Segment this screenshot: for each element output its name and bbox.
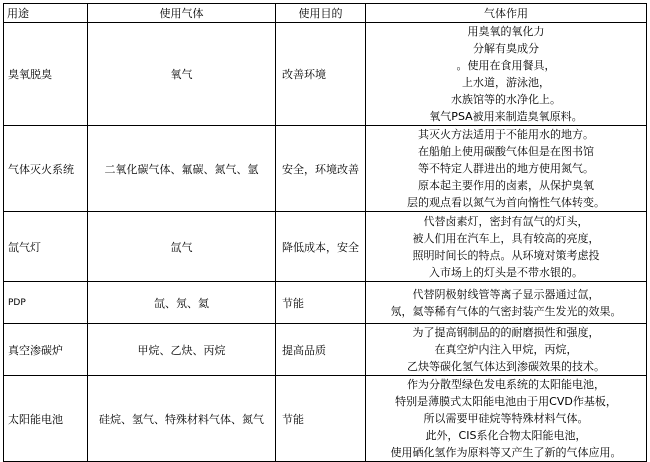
gas-usage-table (3, 3, 647, 462)
role-line: 入市场上的灯头是不带水银的。 (429, 265, 583, 279)
role-line: 原本起主要作用的卤素，从保护臭氧 (418, 179, 594, 192)
cell-gas: 二氧化碳气体、氟碳、氮气、氩 (88, 126, 276, 212)
role-line: 代替卤素灯，密封有氙气的灯头， (423, 214, 589, 228)
role-line: 被人们用在汽车上，具有较高的亮度， (412, 231, 600, 245)
role-line: 此外，CIS系化合物太阳能电池， (425, 429, 587, 442)
cell-role (366, 282, 647, 324)
header-row (4, 4, 647, 23)
header-role: 气体作用 (366, 4, 647, 23)
cell-use: 真空渗碳炉 (4, 324, 88, 376)
cell-purpose: 降低成本，安全 (276, 212, 366, 282)
gas-usage-table-container (3, 3, 647, 462)
role-line: 作为分散型绿色发电系统的太阳能电池， (407, 378, 605, 391)
cell-gas: 硅烷、氢气、特殊材料气体、氮气 (88, 376, 276, 462)
cell-role (366, 376, 647, 462)
cell-gas: 氧气 (88, 23, 276, 126)
table-row (4, 212, 647, 282)
header-use: 用途 (4, 4, 88, 23)
header-gas: 使用气体 (88, 4, 276, 23)
cell-gas: 甲烷、乙炔、丙烷 (88, 324, 276, 376)
cell-gas: 氙气 (88, 212, 276, 282)
cell-use: 氙气灯 (4, 212, 88, 282)
cell-role (366, 126, 647, 212)
cell-use: PDP (4, 282, 88, 324)
cell-role (366, 23, 647, 126)
cell-use: 太阳能电池 (4, 376, 88, 462)
role-line: 水族馆等的水净化上。 (451, 93, 561, 106)
table-row (4, 126, 647, 212)
role-line: 上水道，游泳池， (462, 76, 550, 89)
cell-purpose: 节能 (276, 282, 366, 324)
table-row (4, 23, 647, 126)
role-line: 氧气PSA被用来制造臭氧原料。 (429, 110, 583, 123)
role-line: 分解有臭成分 (473, 42, 539, 55)
role-line: 氖，氦等稀有气体的气密封装产生发光的效果。 (390, 304, 622, 318)
role-line: 照明时间长的特点。从环境对策考虑投 (412, 248, 600, 262)
role-line: 为了提高钢制品的的耐磨损性和强度， (412, 326, 600, 339)
role-line: 用臭氧的氧化力 (467, 25, 545, 38)
cell-purpose: 节能 (276, 376, 366, 462)
table-row (4, 376, 647, 462)
table-row (4, 324, 647, 376)
role-line: 所以需要甲硅烷等特殊材料气体。 (423, 412, 589, 425)
cell-use: 气体灭火系统 (4, 126, 88, 212)
role-line: 特别是薄膜式太阳能电池由于用CVD作基板， (395, 395, 617, 408)
role-line: 在真空炉内注入甲烷，丙烷， (434, 343, 578, 356)
cell-purpose: 安全，环境改善 (276, 126, 366, 212)
cell-use: 臭氧脱臭 (4, 23, 88, 126)
cell-purpose: 提高品质 (276, 324, 366, 376)
role-line: 层的观点看以氮气为首向惰性气体转变。 (407, 196, 605, 209)
cell-gas: 氙、氖、氦 (88, 282, 276, 324)
cell-role (366, 324, 647, 376)
role-line: 。使用在食用餐具， (456, 59, 556, 72)
role-line: 其灭火方法适用于不能用水的地方。 (418, 128, 594, 141)
role-line: 代替阴极射线管等离子显示器通过氙， (412, 287, 600, 301)
table-row (4, 282, 647, 324)
role-line: 使用硒化氢作为原料等又产生了新的气体应用。 (390, 446, 622, 459)
role-line: 在船舶上使用碳酸气体但是在图书馆 (418, 145, 594, 158)
header-purpose: 使用目的 (276, 4, 366, 23)
cell-role (366, 212, 647, 282)
role-line: 乙炔等碳化氢气体达到渗碳效果的技术。 (407, 360, 605, 373)
cell-purpose: 改善环境 (276, 23, 366, 126)
role-line: 等不特定人群进出的地方使用氮气。 (418, 162, 594, 175)
